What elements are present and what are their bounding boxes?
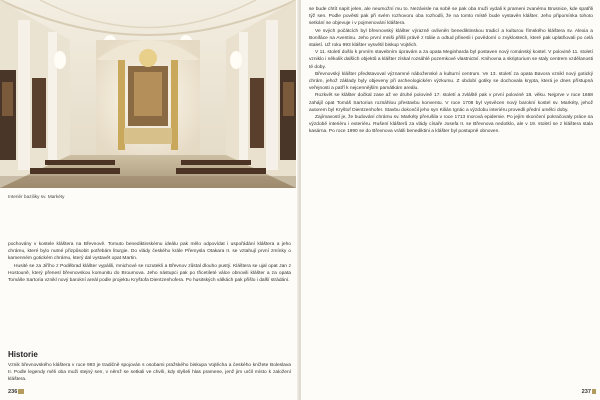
church-interior-photo: [0, 0, 296, 188]
page-number: 236: [8, 389, 18, 395]
paragraph: Vznik břevnovského kláštera v roce 993 je tradičně spojován s osobami pražského biskupa Vojtěcha a českého knížete Boleslava II. Podle legendy měli oba muži stejný sen, v němž se setkali ve chvíli, kdy slyšeli hlas pramene, jenž jim určil místo k založení kláštera.: [8, 363, 291, 383]
page-number: 237: [581, 389, 591, 395]
paragraph: V 11. století došlo k prvním stavebním úpravám a za opata Meginharda byl postaven nový románský kostel. V polovině 11. století vzniklo i několik dalších objektů a klášter získal rozsáhlé pozemkové vlastnictví. Knihovna a skriptorium se staly centrem vzdělanosti té doby.: [309, 50, 593, 70]
right-page: [301, 0, 600, 400]
paragraph: pochovány v kostele kláštera na Břevnově. Tomuto benediktinskému ideálu pak mělo odpovídat i uspořádání kláštera a jeho chrámu, které bylo nutné přizpůsobit potřebám liturgie. Do vlády českého krále Přemysla Otakara II. se vztahují první zmínky o kamenném gotickém chrámu, který dal vystavět opat Martin.: [8, 242, 291, 262]
paragraph: Rozkvět se klášter dočkal zase až ve druhé polovině 17. století a zvláště pak v první polovině 18. věku. Nejprve v roce 1668 zahájil opat Tomáš Sartorius rozsáhlou přestavbu konventu. V roce 1708 byl vysvěcen nový barokní kostel sv. Markéty, jehož autorem byl Kryštof Dientzenhofer. Stavbu dokončil jeho syn Kilián Ignác a výzdobu interiéru provedli přední umělci doby.: [309, 93, 593, 113]
folio-marker: [18, 389, 24, 394]
right-body-text: [309, 6, 593, 136]
paragraph: Břevnovský klášter představoval významné náboženské a kulturní centrum. Ve 13. století za opata Bavora vznikl nový gotický chrám, jehož základy byly objeveny při archeologickém výzkumu. Z období gotiky se dochovala krypta, která je dnes přístupná veřejnosti a patří k nejcennějším památkám areálu.: [309, 71, 593, 92]
photo-caption: Interiér baziliky sv. Markéty: [8, 194, 65, 199]
section-heading: Historie: [8, 350, 38, 359]
paragraph: Zajímavostí je, že budování chrámu sv. Markéty přerušila v roce 1713 morová epidemie. Po jejím skončení pokračovaly práce na výzdobě interiéru i exteriéru. Rušení klášterů za vlády císaře Josefa II. se Břevnova nedotklo, ale v 19. století se z kláštera stala kasárna. Po roce 1990 se do Břevnova vrátili benediktini a klášter byl postupně obnoven.: [309, 115, 593, 135]
paragraph: Husité se za Jiřího z Poděbrad klášter vypálili, mnichové se rozutekli a Břevnov zůstal dlouho pustý. Kláštera se ujal opat Jan z Hostouně, který přenesl břevnovskou komunitu do Broumova. Jeho nástupci pak po třicetileté válce obnovili klášter a za opata Tomáše Sartoria vznikl nový barokní areál podle projektu Kryštofa Dientzenhofera. Po husitských válkách pak přišlo i další strádání.: [8, 263, 291, 284]
left-section-text: [8, 362, 291, 384]
paragraph: Ve svých počátcích byl břevnovský klášter výrazně ovlivněn benediktinskou tradicí a kulturou římského kláštera sv. Alexia a Bonifáce na Aventinu. Jeho první mniši přišli právě z Itálie a odtud přinesli i povědomí o zvyklostech, které pak uplatňovali po celá staletí. Už roku 993 klášter vysvětil biskup Vojtěch.: [309, 28, 593, 49]
left-body-text: [8, 241, 291, 284]
left-page: [0, 0, 299, 400]
folio-marker: [592, 389, 596, 394]
paragraph: se bude chtít napít jelen, ale neumožní mu to. Nezávisle na sobě se pak oba muži vydali k prameni zvanému Brusnice, kde spatřili týž sen. Podle pověsti pak při svém rozhovoru oba rozhodli, že na tomto místě bude vystavěn klášter. Jeho připomínka tohoto setkání se objevuje i v pojmenování kláštera.: [309, 7, 593, 27]
